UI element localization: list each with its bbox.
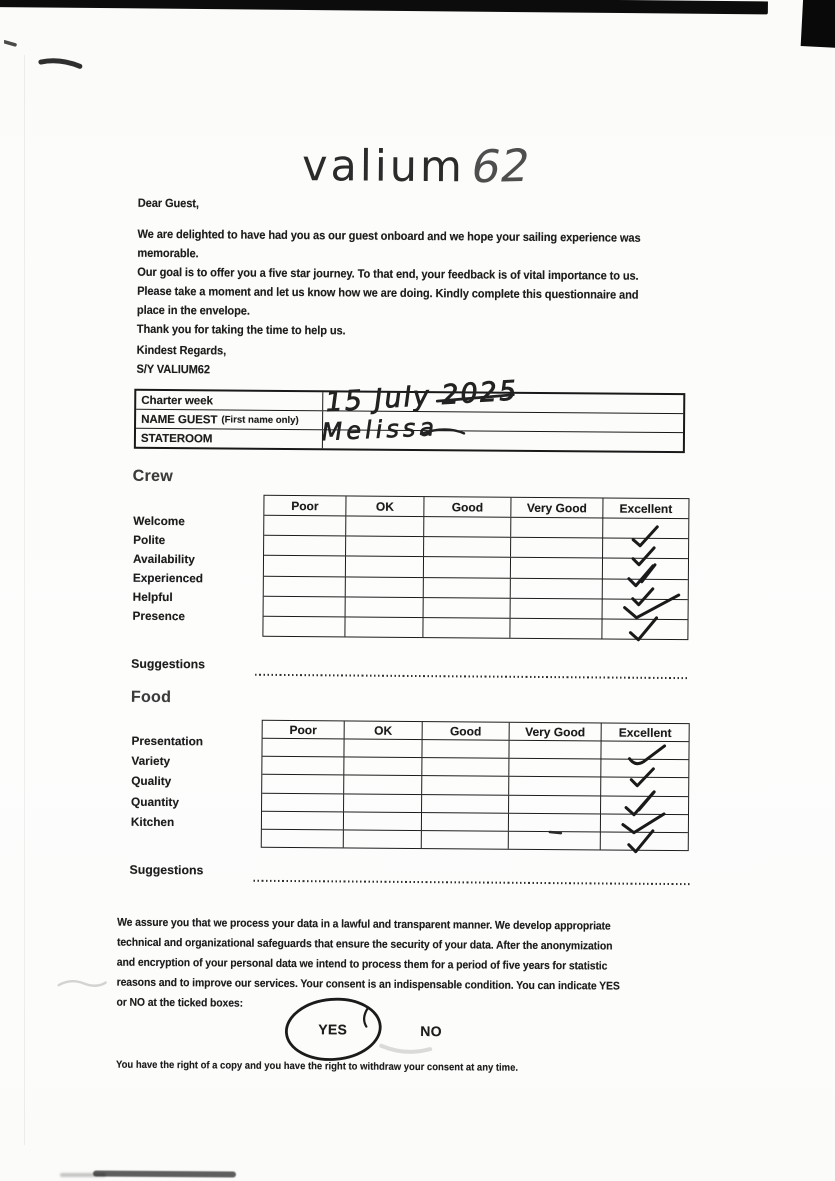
handwritten-guest-name: Melissa — [320, 413, 439, 447]
crew-suggestions-label: Suggestions — [131, 656, 206, 672]
rating-cell — [422, 813, 509, 831]
intro-line: memorable. — [137, 245, 199, 261]
rating-cell-excellent — [603, 599, 688, 619]
rating-cell — [424, 598, 511, 618]
column-header-good: Good — [424, 497, 511, 517]
scanner-corner-block — [801, 0, 835, 48]
rating-cell — [262, 793, 344, 811]
rating-cell — [423, 618, 510, 638]
rating-cell-excellent — [603, 519, 688, 539]
bottom-smudge — [93, 1171, 236, 1178]
rating-cell — [511, 598, 603, 618]
rating-cell — [424, 517, 511, 537]
rating-cell — [509, 832, 601, 850]
crew-heading: Crew — [132, 467, 174, 486]
crew-row-label-polite: Polite — [133, 532, 166, 548]
rating-cell — [262, 739, 344, 757]
logo-wordmark: valium — [301, 141, 466, 193]
food-row-label-kitchen: Kitchen — [130, 814, 175, 829]
rating-cell — [262, 757, 344, 775]
smudge-mark — [381, 1046, 430, 1052]
logo-suffix: 62 — [466, 138, 535, 194]
crew-row-label-presence: Presence — [132, 609, 186, 624]
rating-cell — [511, 578, 603, 598]
rating-cell — [262, 830, 344, 848]
rating-cell-excellent — [601, 778, 688, 796]
rating-cell — [509, 813, 601, 831]
rating-cell — [346, 597, 424, 617]
rating-cell — [422, 740, 509, 758]
food-suggestions-label: Suggestions — [129, 862, 204, 878]
column-header-very-good: Very Good — [510, 723, 602, 741]
rating-cell — [346, 517, 424, 537]
column-header-good: Good — [423, 722, 510, 740]
intro-line: place in the envelope. — [136, 302, 250, 318]
row-label: Charter week — [141, 393, 213, 407]
intro-line: Please take a moment and let us know how we are doing. Kindly complete this questionnaire and — [137, 283, 639, 302]
food-rating-table — [261, 720, 690, 851]
rating-cell — [344, 794, 422, 812]
rating-row-presence — [263, 617, 687, 639]
rating-cell-excellent — [601, 832, 688, 850]
handwritten-charter-week: 15 July 2025 — [324, 375, 520, 419]
guest-info-table — [134, 389, 685, 453]
consent-footer: You have the right of a copy and you have the right to withdraw your consent at any time. — [115, 1059, 519, 1074]
rating-cell — [346, 557, 424, 577]
consent-line: We assure you that we process your data in a lawful and transparent manner. We develop appropriate — [117, 916, 611, 933]
rating-cell — [346, 577, 424, 597]
rating-cell-excellent — [603, 539, 688, 559]
food-row-label-variety: Variety — [131, 753, 171, 769]
consent-line: reasons and to improve our services. Your consent is an indispensable condition. You can indicate YES — [116, 976, 620, 993]
rating-cell — [264, 576, 346, 596]
row-label-note: (First name only) — [221, 413, 299, 426]
rating-cell-excellent — [601, 814, 688, 832]
rating-cell — [509, 741, 601, 759]
valium62-logo — [301, 138, 535, 194]
rating-cell — [422, 795, 509, 813]
consent-line: technical and organizational safeguards that ensure the security of your data. After the anonymization — [116, 936, 613, 953]
yes-label: YES — [318, 1021, 348, 1038]
rating-cell — [422, 831, 509, 849]
rating-cell — [344, 776, 422, 794]
stateroom-field — [323, 430, 683, 451]
guest-name-field — [323, 411, 683, 432]
rating-cell — [511, 518, 603, 538]
rating-row-extra — [262, 830, 688, 850]
rating-cell — [344, 812, 422, 830]
column-header-excellent: Excellent — [619, 501, 673, 516]
food-row-label-quality: Quality — [131, 774, 172, 789]
consent-line: and encryption of your personal data we intend to process them for a period of five years for statistic — [116, 956, 608, 973]
table-row-stateroom — [136, 429, 683, 451]
crew-row-label-experienced: Experienced — [132, 571, 204, 586]
row-label: STATEROOM — [140, 431, 213, 445]
rating-cell — [264, 536, 346, 556]
greeting-text: Dear Guest, — [137, 195, 199, 211]
column-header-ok: OK — [345, 721, 423, 739]
food-heading: Food — [130, 688, 172, 707]
pencil-smudge — [59, 981, 106, 986]
crew-suggestions-dotted-line — [255, 673, 688, 679]
paper-edge-shadow — [24, 55, 25, 1145]
crew-rating-table — [262, 495, 689, 640]
column-header-poor: Poor — [264, 496, 346, 516]
intro-line: Our goal is to offer you a five star journey. To that end, your feedback is of vital importance to us. — [137, 264, 639, 283]
rating-cell — [424, 537, 511, 557]
food-row-labels — [131, 731, 203, 833]
pen-dash-mark — [41, 61, 80, 67]
rating-cell — [511, 538, 603, 558]
rating-cell — [424, 578, 511, 598]
rating-cell — [264, 596, 346, 616]
crew-row-labels — [132, 512, 203, 627]
intro-paragraph — [137, 225, 679, 343]
food-row-label-quantity: Quantity — [131, 794, 180, 809]
column-header-ok: OK — [346, 496, 424, 516]
rating-cell — [344, 830, 422, 848]
rating-cell — [509, 759, 601, 777]
food-row-label-presentation: Presentation — [131, 733, 204, 749]
rating-cell — [264, 516, 346, 536]
rating-cell — [509, 795, 601, 813]
rating-cell — [262, 775, 344, 793]
rating-cell — [263, 617, 345, 637]
edge-tick-mark — [4, 42, 15, 45]
rating-cell — [262, 811, 344, 829]
intro-line: Thank you for taking the time to help us. — [136, 321, 346, 338]
rating-cell — [510, 619, 602, 639]
rating-cell — [346, 537, 424, 557]
rating-cell — [511, 558, 603, 578]
rating-cell — [345, 617, 423, 637]
food-suggestions-dotted-line — [253, 879, 690, 885]
rating-cell-excellent — [603, 579, 688, 599]
crew-row-label-helpful: Helpful — [132, 590, 173, 605]
consent-paragraph — [116, 913, 658, 1017]
bottom-smudge-faint — [60, 1173, 106, 1177]
rating-cell — [422, 758, 509, 776]
rating-cell-excellent — [603, 559, 688, 579]
rating-cell-excellent — [601, 796, 688, 814]
no-label: NO — [420, 1023, 442, 1040]
crew-row-label-welcome: Welcome — [133, 513, 185, 529]
rating-cell — [509, 777, 601, 795]
column-header-excellent: Excellent — [618, 725, 672, 740]
rating-cell — [422, 776, 509, 794]
rating-cell-excellent — [602, 619, 687, 639]
rating-cell — [424, 557, 511, 577]
crew-row-label-availability: Availability — [132, 551, 195, 567]
consent-line: or NO at the ticked boxes: — [116, 996, 244, 1010]
rating-cell — [344, 740, 422, 758]
rating-cell-excellent — [601, 760, 688, 778]
row-label: NAME GUEST — [141, 412, 218, 426]
signoff-line: Kindest Regards, — [136, 342, 227, 358]
signoff-line: S/Y VALIUM62 — [136, 361, 211, 377]
rating-cell-excellent — [601, 742, 688, 760]
column-header-very-good: Very Good — [511, 498, 603, 518]
rating-cell — [264, 556, 346, 576]
intro-line: We are delighted to have had you as our guest onboard and we hope your sailing experience was — [137, 226, 641, 245]
charter-week-field — [323, 392, 683, 413]
column-header-poor: Poor — [263, 721, 345, 739]
rating-cell — [344, 758, 422, 776]
signoff — [136, 341, 232, 380]
